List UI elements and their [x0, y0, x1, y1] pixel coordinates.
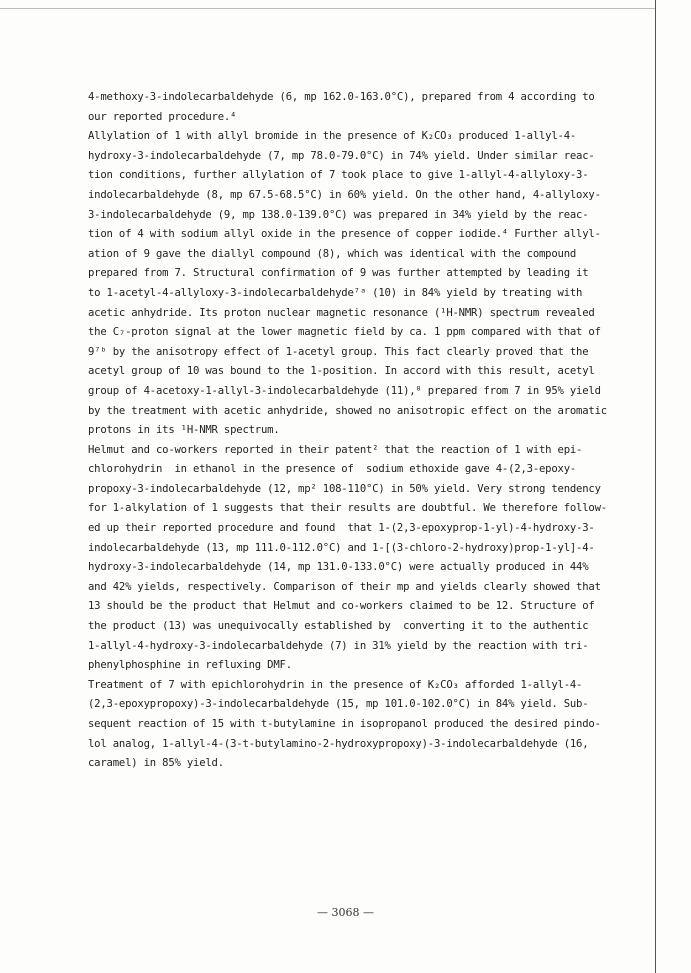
text-line: 4-methoxy-3-indolecarbaldehyde (6, mp 162.0-163.0°C), prepared from 4 according to: [88, 91, 595, 103]
text-line: ation of 9 gave the diallyl compound (8), which was identical with the compound: [88, 247, 577, 260]
text-line: 13 should be the product that Helmut and co-workers claimed to be 12. Structure of: [88, 600, 595, 613]
text-line: for 1-alkylation of 1 suggests that their results are doubtful. We therefore follow-: [88, 502, 607, 515]
text-line: acetyl group of 10 was bound to the 1-position. In accord with this result, acetyl: [88, 365, 595, 378]
text-line: hydroxy-3-indolecarbaldehyde (14, mp 131.0-133.0°C) were actually produced in 44%: [88, 561, 589, 574]
text-line: indolecarbaldehyde (13, mp 111.0-112.0°C) and 1-[(3-chloro-2-hydroxy)prop-1-yl]-4-: [88, 541, 595, 554]
text-line: 1-allyl-4-hydroxy-3-indolecarbaldehyde (7) in 31% yield by the reaction with tri-: [88, 639, 589, 652]
text-line: prepared from 7. Structural confirmation of 9 was further attempted by leading it: [88, 267, 589, 280]
text-line: Allylation of 1 with allyl bromide in the presence of K₂CO₃ produced 1-allyl-4-: [88, 130, 577, 143]
text-line: group of 4-acetoxy-1-allyl-3-indolecarbaldehyde (11),⁸ prepared from 7 in 95% yield: [88, 384, 601, 397]
text-line: acetic anhydride. Its proton nuclear magnetic resonance (¹H-NMR) spectrum revealed: [88, 306, 595, 319]
text-line: protons in its ¹H-NMR spectrum.: [88, 424, 280, 437]
text-line: propoxy-3-indolecarbaldehyde (12, mp² 108-110°C) in 50% yield. Very strong tendency: [88, 482, 601, 495]
text-line: the C₇-proton signal at the lower magnetic field by ca. 1 ppm compared with that of: [88, 326, 601, 339]
text-line: (2,3-epoxypropoxy)-3-indolecarbaldehyde (15, mp 101.0-102.0°C) in 84% yield. Sub-: [88, 698, 589, 711]
text-line: 9⁷ᵇ by the anisotropy effect of 1-acetyl group. This fact clearly proved that the: [88, 345, 589, 358]
text-line: the product (13) was unequivocally established by converting it to the authentic: [88, 620, 589, 633]
text-line: chlorohydrin in ethanol in the presence of sodium ethoxide gave 4-(2,3-epoxy-: [88, 463, 577, 476]
text-line: caramel) in 85% yield.: [88, 757, 224, 770]
text-line: and 42% yields, respectively. Comparison of their mp and yields clearly showed that: [88, 580, 601, 593]
text-line: to 1-acetyl-4-allyloxy-3-indolecarbaldehyde⁷ᵃ (10) in 84% yield by treating with: [88, 286, 583, 299]
top-border-line: [0, 8, 655, 9]
text-line: Treatment of 7 with epichlorohydrin in the presence of K₂CO₃ afforded 1-allyl-4-: [88, 678, 583, 691]
text-line: lol analog, 1-allyl-4-(3-t-butylamino-2-hydroxypropoxy)-3-indolecarbaldehyde (16,: [88, 737, 589, 750]
text-line: tion of 4 with sodium allyl oxide in the presence of copper iodide.⁴ Further allyl-: [88, 228, 601, 241]
text-line: our reported procedure.⁴: [88, 110, 237, 123]
body-text: [88, 88, 648, 774]
text-line: hydroxy-3-indolecarbaldehyde (7, mp 78.0-79.0°C) in 74% yield. Under similar reac-: [88, 149, 595, 162]
text-line: ed up their reported procedure and found that 1-(2,3-epoxyprop-1-yl)-4-hydroxy-3-: [88, 522, 595, 535]
text-line: tion conditions, further allylation of 7 took place to give 1-allyl-4-allyloxy-3-: [88, 169, 589, 182]
text-line: sequent reaction of 15 with t-butylamine in isopropanol produced the desired pindo-: [88, 718, 601, 730]
text-line: by the treatment with acetic anhydride, showed no anisotropic effect on the aromatic: [88, 404, 607, 417]
text-line: 3-indolecarbaldehyde (9, mp 138.0-139.0°C) was prepared in 34% yield by the reac-: [88, 208, 589, 221]
right-border-line: [655, 0, 656, 973]
text-line: Helmut and co-workers reported in their patent² that the reaction of 1 with epi-: [88, 443, 583, 456]
text-line: phenylphosphine in refluxing DMF.: [88, 659, 292, 672]
page-number: — 3068 —: [317, 906, 374, 919]
text-line: indolecarbaldehyde (8, mp 67.5-68.5°C) in 60% yield. On the other hand, 4-allyloxy-: [88, 188, 601, 201]
